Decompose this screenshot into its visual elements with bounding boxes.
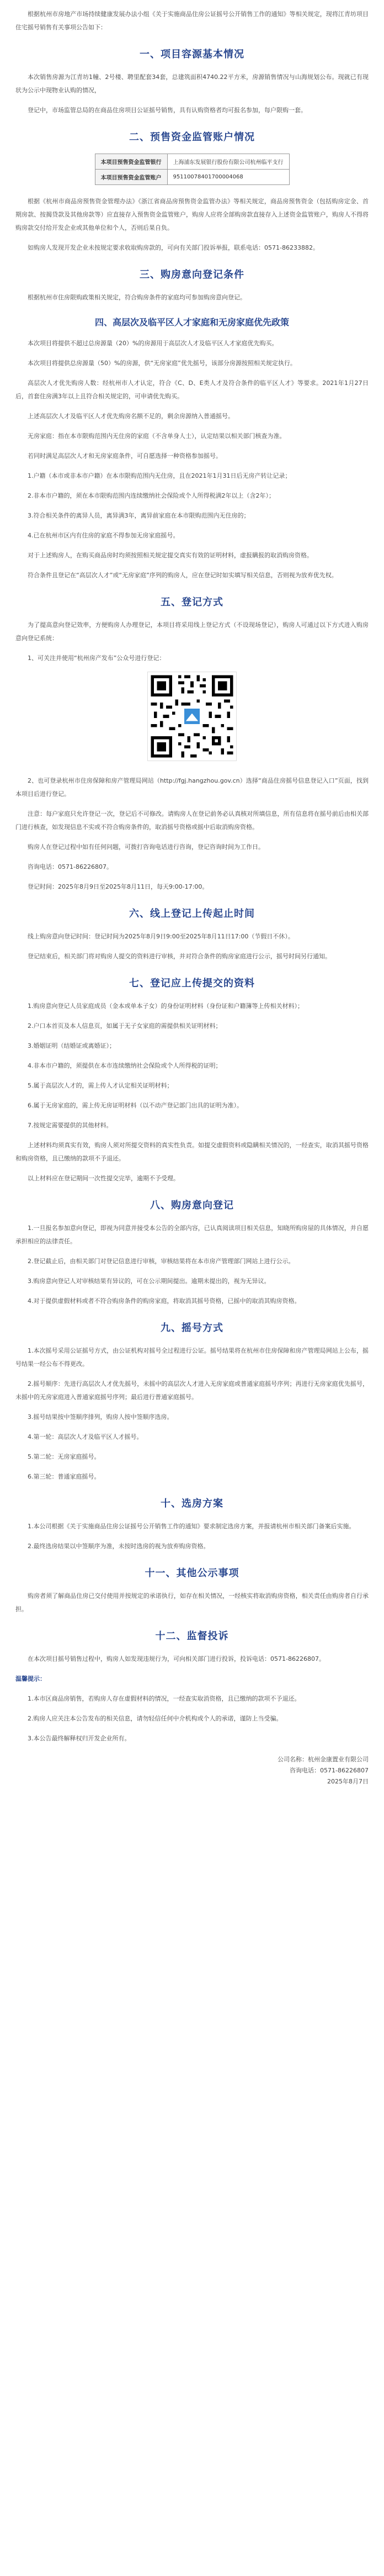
list-item: 1.本市区商品房销售，若购房人存在虚假材料的情况，一经查实取消资格，且已缴纳的款项不予退还。: [28, 1695, 301, 1702]
intro-paragraph: 根据杭州市房地产市场持续健康发展办法小组《关于实施商品住房公证摇号公开销售工作的通知》等相关规定，现将江青坊项目住宅摇号销售有关事项公告如下：: [15, 10, 369, 31]
paragraph: 在本次项目摇号销售过程中，购房人如发现违规行为，可向相关部门进行投诉，投诉电话：0571-86226807。: [28, 1655, 325, 1662]
list-item: 2.户口本首页及本人信息页，如属于无子女家庭的需提供相关证明材料；: [28, 1022, 222, 1030]
company-name: 公司名称：杭州金康置业有限公司: [278, 1756, 369, 1763]
section-5: [15, 594, 369, 894]
section-10: [15, 1496, 369, 1553]
section-title: 一、项目容源基本情况: [140, 49, 244, 60]
list-item: 1.户籍（本市或非本市户籍）在本市限购范围内无住房，且在2021年1月31日后无房产转让记录；: [28, 472, 291, 479]
section-title: 十、选房方案: [161, 1498, 223, 1509]
list-item: 7.按规定需要提供的其他材料。: [28, 1122, 113, 1129]
escrow-account-table: [95, 154, 290, 185]
paragraph: 登记结束后，相关部门将对购房人提交的资料进行审核，并对符合条件的购房家庭进行公示，摇号时间另行通知。: [28, 953, 331, 960]
section-12: [15, 1628, 369, 1745]
paragraph: 本次项目将提供总房源量（50）%的房源，供“无房家庭”优先摇号，该部分房源按照相关规定执行。: [28, 360, 296, 367]
paragraph: 咨询电话：0571-86226807。: [28, 863, 113, 870]
footer: [15, 1754, 369, 1787]
table-row: [95, 154, 289, 170]
section-8: [15, 1197, 369, 1308]
list-item: 4.第一轮：高层次人才及临平区人才摇号。: [28, 1433, 143, 1440]
list-item: 4.非本市户籍的，须提供在本市连续缴纳社会保险或个人所得税的证明；: [28, 1062, 222, 1069]
paragraph: 符合条件且登记在“高层次人才”或“无房家庭”序列的购房人，应在登记时如实填写相关信息，否则视为放弃优先权。: [28, 572, 338, 579]
section-title: 二、预售资金监管账户情况: [129, 131, 255, 143]
paragraph: 上述高层次人才及临平区人才优先购房名额不足的，剩余房源纳入普通摇号。: [28, 413, 234, 420]
list-item: 2.登记截止后，由相关部门对登记信息进行审核，审核结果将在本市房产管理部门网站上进行公示。: [28, 1258, 295, 1265]
notes-heading: 温馨提示：: [15, 1675, 46, 1682]
paragraph: 线上购房意向登记时间：登记时间为2025年8月9日9:00至2025年8月11日17:00（节假日不休）。: [28, 933, 294, 940]
table-row: [95, 170, 289, 185]
section-title: 八、购房意向登记: [150, 1200, 234, 1211]
table-cell: 本项目预售资金监管账户: [95, 170, 167, 185]
section-2: [15, 129, 369, 255]
paragraph: 本次项目将提供不超过总房源量（20）%的房源用于高层次人才及临平区人才家庭优先购买。: [28, 340, 278, 347]
list-item: 3.本公告最终解释权归开发企业所有。: [28, 1735, 131, 1742]
section-title: 十二、监督投诉: [155, 1630, 229, 1642]
paragraph: 高层次人才优先购房人数：经杭州市人才认定，符合《C、D、E类人才及符合条件的临平区人才》等要求。2021年1月27日后，首套住房满3年以上且符合相关规定的，可申请优先购买。: [15, 379, 369, 400]
list-item: 3.符合相关条件的离异人员，离异满3年，离异前家庭在本市限购范围内无住房的；: [28, 512, 250, 519]
section-title: 十一、其他公示事项: [145, 1567, 239, 1579]
paragraph: 登记时间：2025年8月9日至2025年8月11日，每天9:00-17:00。: [28, 883, 209, 890]
paragraph: 2、也可登录杭州市住房保障和房产管理局网站（http://fgj.hangzhou.gov.cn）选择“商品住房摇号信息登记入口”页面，找到本项目后进行登记。: [15, 777, 369, 798]
paragraph: 根据《杭州市商品房预售资金管理办法》《浙江省商品房预售资金监管办法》等相关规定，商品房预售资金（包括购房定金、首期房款、按揭贷款及其他房款等）应直接存入预售资金监管账户，购房人应将全部购房款直接存入上述资金监管账户，购房人不得将购房款交付给开发企业或其他单位和个人，否则后果自负。: [15, 198, 369, 231]
table-cell: 95110078401700004068: [167, 170, 289, 185]
section-11: [15, 1565, 369, 1616]
list-item: 2.摇号顺序：先进行高层次人才优先摇号，未摇中的高层次人才进入无房家庭或普通家庭摇号序列；再进行无房家庭优先摇号，未摇中的无房家庭进入普通家庭摇号序列；最后进行普通家庭摇号。: [15, 1380, 369, 1401]
paragraph: 为了提高意向登记效率，方便购房人办理登记，本项目将采用线上登记方式（不设现场登记），购房人可通过以下方式进入购房意向登记系统：: [15, 621, 369, 642]
list-item: 3.摇号结果按中签顺序排列，购房人按中签顺序选房。: [28, 1413, 173, 1421]
paragraph: 如购房人发现开发企业未按规定要求收取购房款的，可向有关部门投诉举报，联系电话：0571-86233882。: [28, 244, 319, 251]
paragraph: 登记中，市场监管总局的在商品住房项目公证摇号销售，具有认购资格者均可报名参加，每户限购一套。: [28, 107, 307, 114]
contact-phone: 咨询电话：0571-86226807: [290, 1767, 369, 1774]
list-item: 4.已在杭州市区内有住房的家庭不得参加无房家庭摇号。: [28, 532, 179, 539]
paragraph: 根据杭州市住房限购政策相关规定，符合购房条件的家庭均可参加购房意向登记。: [28, 294, 246, 301]
paragraph: 上述材料均须真实有效，购房人须对所提交资料的真实性负责。如提交虚假资料或隐瞒相关情况的，一经查实，取消其摇号资格和购房资格，且已缴纳的款项不予退还。: [15, 1142, 369, 1162]
section-title: 七、登记应上传提交的资料: [129, 978, 255, 989]
publish-date: 2025年8月7日: [327, 1778, 369, 1785]
list-item: 1.本公司根据《关于实施商品住房公证摇号公开销售工作的通知》要求制定选房方案，并报请杭州市相关部门备案后实施。: [28, 1523, 355, 1530]
qr-code-wrapper: [15, 672, 369, 763]
section-7: [15, 975, 369, 1185]
paragraph: 1、可关注并使用“杭州房产发布”公众号进行登记：: [28, 654, 166, 662]
paragraph: 购房者须了解商品住房已交付使用并按规定的承诺执行，如存在相关情况，一经核实将取消购房资格，相关责任由购房者自行承担。: [15, 1592, 369, 1613]
section-9: [15, 1320, 369, 1484]
qr-code-icon: [148, 672, 236, 761]
section-title: 三、购房意向登记条件: [140, 269, 244, 281]
paragraph: 购房人在登记过程中如有任何问题，可拨打咨询电话进行咨询，登记咨询时间为工作日。: [28, 843, 264, 851]
list-item: 3.购房意向登记人对审核结果有异议的，可在公示期间提出。逾期未提出的，视为无异议。: [28, 1278, 270, 1285]
list-item: 1.本次摇号采用公证摇号方式，由公证机构对摇号全过程进行公证。摇号结果将在杭州市住房保障和房产管理局网站上公布，摇号结果一经公布不得更改。: [15, 1347, 369, 1368]
paragraph: 以上材料应在登记期间一次性提交完毕，逾期不予受理。: [28, 1175, 179, 1182]
paragraph: 无房家庭：指在本市限购范围内无住房的家庭（不含单身人士），认定结果以相关部门核查为准。: [28, 432, 286, 440]
list-item: 4.对于提供虚假材料或者不符合购房条件的购房家庭，将取消其摇号资格，已摇中的取消其购房资格。: [28, 1297, 301, 1305]
list-item: 5.第二轮：无房家庭摇号。: [28, 1453, 100, 1460]
section-title: 六、线上登记上传起止时间: [129, 908, 255, 920]
list-item: 5.属于高层次人才的，需上传人才认定相关证明材料；: [28, 1082, 173, 1089]
paragraph: 若同时满足高层次人才和无房家庭条件，可自愿选择一种资格参加摇号。: [28, 452, 222, 460]
section-title: 九、摇号方式: [161, 1322, 223, 1334]
section-3: [15, 267, 369, 304]
list-item: 6.第三轮：普通家庭摇号。: [28, 1473, 100, 1480]
section-title: 四、高层次及临平区人才家庭和无房家庭优先政策: [94, 317, 289, 328]
list-item: 2.最终选房结果以中签顺序为准，未按时选房的视为放弃购房资格。: [28, 1543, 210, 1550]
section-4: [15, 315, 369, 582]
table-cell: 本项目预售资金监管银行: [95, 154, 167, 170]
table-cell: 上海浦东发展银行股份有限公司杭州临平支行: [167, 154, 289, 170]
qr-code[interactable]: [147, 672, 237, 761]
paragraph: 对于上述购房人，在购买商品房时均须按照相关规定提交真实有效的证明材料，虚报瞒报的取消购房资格。: [28, 552, 313, 559]
section-title: 五、登记方式: [161, 597, 223, 608]
list-item: 1.一旦报名参加意向登记，即视为同意并接受本公告的全部内容，已认真阅读项目相关信息，知晓所购房屋的具体情况，并自愿承担相应的法律责任。: [15, 1224, 369, 1245]
list-item: 2.购房人应关注本公告发布的相关信息，请勿轻信任何中介机构或个人的承诺，谨防上当受骗。: [28, 1715, 282, 1722]
list-item: 2.非本市户籍的，须在本市限购范围内连续缴纳社会保险或个人所得税满2年以上（含2年）；: [28, 492, 275, 499]
section-6: [15, 906, 369, 963]
paragraph: 本次销售房源为江青坊1幢、2号楼、聘里配套34套，总建筑面积4740.22平方米，房源销售情况与山海规划公布。现就已有现状为公示中现物业认购的情况，: [15, 73, 369, 94]
list-item: 3.婚姻证明（结婚证或离婚证）；: [28, 1042, 115, 1049]
list-item: 1.购房意向登记人员家庭成员（金本或单本子女）的身份证明材料（身份证和户籍簿等上传相关材料）；: [28, 1002, 303, 1010]
list-item: 6.属于无房家庭的，需上传无房证明材料（以不动产登记部门出具的证明为准）。: [28, 1102, 243, 1109]
section-1: [15, 46, 369, 117]
paragraph: 注意：每户家庭只允许登记一次，登记后不可修改。请购房人在登记前务必认真核对所填信息，所有信息将在摇号前后由相关部门进行核查，如发现信息不实或不符合购房条件的，取消摇号资格或摇中后取消购房资格。: [15, 810, 369, 831]
